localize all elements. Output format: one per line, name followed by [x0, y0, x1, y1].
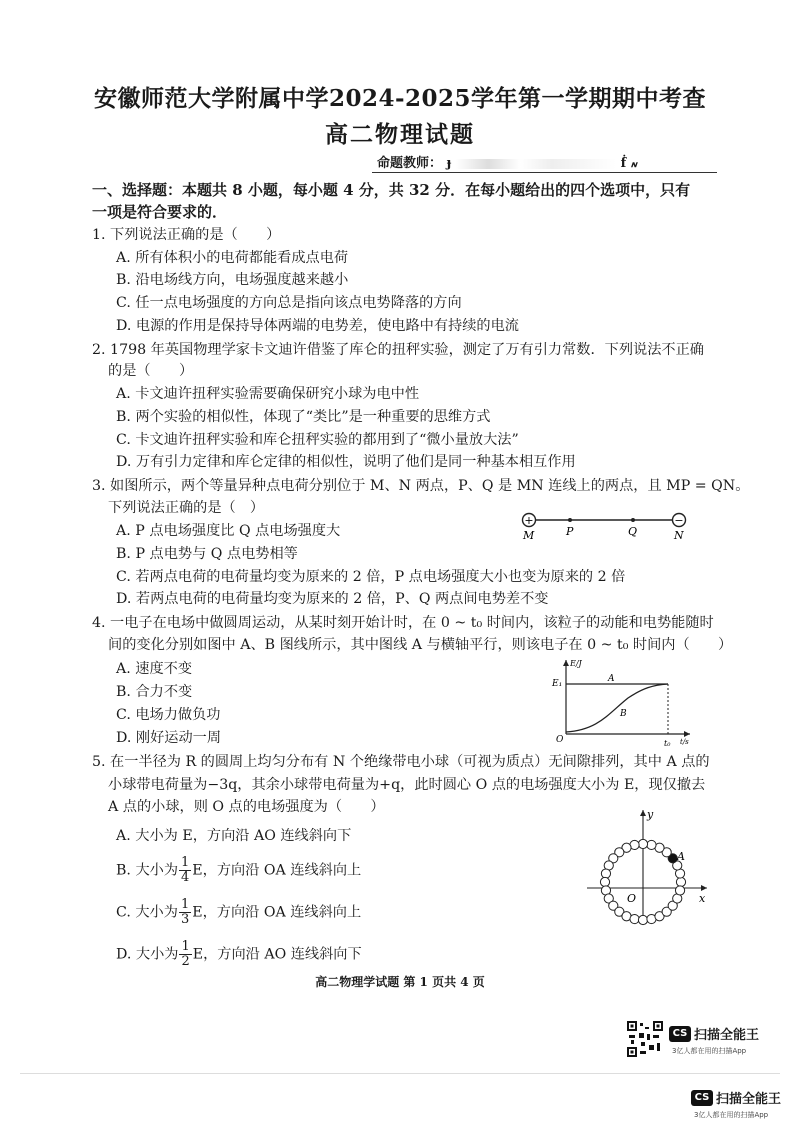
q3-option-c: C. 若两点电荷的电荷量均变为原来的 2 倍，P 点电场强度大小也变为原来的 2 倍: [116, 569, 626, 585]
denominator: 2: [181, 954, 190, 969]
x-axis-label: t/s: [680, 738, 689, 746]
label-m: M: [523, 529, 535, 542]
numerator: 1: [180, 897, 190, 912]
q5-option-d-prefix: D. 大小为: [116, 946, 179, 963]
fraction-one-quarter: [179, 856, 191, 885]
label-b: B: [620, 709, 627, 719]
teacher-label: 命题教师：: [377, 156, 443, 171]
ring-ball: [601, 869, 610, 878]
origin-label: O: [627, 892, 637, 905]
section-heading-line1: 一、选择题：本题共 8 小题，每小题 4 分，共 32 分．在每小题给出的四个选项中，只有: [92, 181, 691, 199]
q5-option-d-suffix: E，方向沿 AO 连线斜向下: [192, 946, 362, 963]
camscanner-logo-icon: CS: [669, 1026, 691, 1042]
q5-option-c-prefix: C. 大小为: [116, 904, 178, 921]
teacher-name-mid: ḟ: [620, 156, 627, 171]
y-label: y: [647, 808, 654, 821]
q2-stem-line1: 2. 1798 年英国物理学家卡文迪许借鉴了库仑的扭秤实验，测定了万有引力常数．下列说法不正确: [92, 342, 704, 358]
q5-ring-figure: [583, 806, 713, 926]
q5-option-c: [116, 898, 361, 927]
q3-charges-figure: [515, 508, 695, 542]
x-label: x: [699, 892, 706, 905]
q4-energy-graph: [548, 656, 698, 748]
label-a: A: [608, 674, 615, 684]
q3-option-b: B. P 点电势与 Q 点电势相等: [116, 546, 298, 562]
q5-option-b-suffix: E，方向沿 OA 连线斜向上: [192, 862, 362, 879]
q3-stem-line2: 下列说法正确的是（ ）: [108, 500, 265, 516]
ring-ball: [638, 915, 647, 924]
q1-stem: 1. 下列说法正确的是（ ）: [92, 227, 281, 243]
teacher-name-end: ៷: [630, 156, 639, 171]
q5-stem-line2: 小球带电荷量为−3q，其余小球带电荷量为+q，此时圆心 O 点的电场强度大小为 E，现仅撤去: [108, 777, 706, 793]
point-a-label: A: [677, 850, 685, 863]
x-axis-arrow-icon: [684, 731, 690, 737]
ring-ball: [647, 840, 656, 849]
qr-code-icon: [627, 1021, 663, 1057]
q5-stem-line1: 5. 在一半径为 R 的圆周上均匀分布有 N 个绝缘带电小球（可视为质点）无间隙排列，其中 A 点的: [92, 754, 710, 770]
q4-option-c: C. 电场力做负功: [116, 707, 221, 723]
q3-stem-line1: 3. 如图所示，两个等量异种点电荷分别位于 M、N 两点，P、Q 是 MN 连线上的两点，且 MP = QN。: [92, 478, 750, 494]
e1-label: E₁: [552, 679, 563, 689]
q1-option-a: A. 所有体积小的电荷都能看成点电荷: [116, 250, 349, 266]
denominator: 4: [181, 870, 190, 885]
q5-option-a: A. 大小为 E，方向沿 AO 连线斜向下: [116, 828, 352, 844]
ring-ball: [638, 839, 647, 848]
camscanner-name: 扫描全能王: [694, 1028, 760, 1043]
label-q: Q: [628, 525, 638, 538]
numerator: 1: [181, 855, 190, 870]
redacted-name: [456, 159, 616, 169]
q4-option-d: D. 刚好运动一周: [116, 730, 222, 746]
q3-option-a: A. P 点电场强度比 Q 点电场强度大: [116, 523, 341, 539]
ring-ball: [600, 877, 609, 886]
q5-option-b: [116, 856, 361, 885]
q1-option-d: D. 电源的作用是保持导体两端的电势差，使电路中有持续的电流: [116, 318, 519, 334]
plus-sign: +: [524, 514, 534, 527]
camscanner-name-2: 扫描全能王: [716, 1092, 782, 1107]
label-p: P: [566, 525, 574, 538]
camscanner-slogan: 3亿人都在用的扫描App: [672, 1047, 747, 1055]
x-axis-arrow-icon: [701, 885, 707, 891]
q2-option-b: B. 两个实验的相似性，体现了“类比”是一种重要的思维方式: [116, 409, 491, 425]
q3-option-d: D. 若两点电荷的电荷量均变为原来的 2 倍，P、Q 两点间电势差不变: [116, 591, 549, 607]
q5-option-b-prefix: B. 大小为: [116, 862, 179, 879]
origin-label: O: [556, 735, 564, 745]
t0-label: t₀: [664, 739, 671, 748]
camscanner-slogan-2: 3亿人都在用的扫描App: [694, 1111, 769, 1119]
q5-stem-line3: A 点的小球，则 O 点的电场强度为（ ）: [108, 799, 385, 815]
q2-option-c: C. 卡文迪许扭秤实验和库仑扭秤实验的都用到了“微小量放大法”: [116, 432, 519, 448]
q4-stem-line1: 4. 一电子在电场中做圆周运动，从某时刻开始计时，在 0 ~ t₀ 时间内，该粒子的动能和电势能随时: [92, 615, 714, 631]
teacher-underline: [372, 172, 717, 173]
section-heading-line2: 一项是符合要求的．: [92, 203, 228, 221]
curve-b: [566, 684, 668, 732]
ring-ball: [676, 877, 685, 886]
page-footer: 高二物理学试题 第 1 页共 4 页: [315, 975, 485, 989]
q5-option-d: [116, 940, 362, 969]
fraction-one-half: [179, 940, 191, 969]
exam-subtitle: 高二物理试题: [325, 121, 475, 148]
y-axis-arrow-icon: [563, 660, 569, 666]
ring-ball: [675, 886, 684, 895]
bottom-separator: [20, 1073, 780, 1074]
point-p-dot: [568, 518, 572, 522]
q4-option-a: A. 速度不变: [116, 661, 193, 677]
y-axis-arrow-icon: [640, 810, 646, 816]
q1-option-c: C. 任一点电场强度的方向总是指向该点电势降落的方向: [116, 295, 462, 311]
fraction-one-third: [179, 898, 191, 927]
q4-stem-line2: 间的变化分别如图中 A、B 图线所示，其中图线 A 与横轴平行，则该电子在 0 ~ t₀ 时间内（ ）: [108, 637, 733, 653]
teacher-line: [377, 152, 638, 171]
label-n: N: [674, 529, 684, 542]
ring-ball: [630, 914, 639, 923]
exam-title: 安徽师范大学附属中学2024-2025学年第一学期期中考查: [93, 85, 707, 112]
minus-sign: −: [674, 514, 684, 527]
denominator: 3: [180, 912, 190, 927]
camscanner-logo-icon-2: CS: [691, 1090, 713, 1106]
point-q-dot: [631, 518, 635, 522]
q5-option-c-suffix: E，方向沿 OA 连线斜向上: [192, 904, 362, 921]
teacher-name-start: ɟ: [446, 156, 452, 171]
q2-stem-line2: 的是（ ）: [108, 363, 194, 379]
numerator: 1: [181, 939, 190, 954]
y-axis-label: E/J: [570, 659, 582, 668]
q1-option-b: B. 沿电场线方向，电场强度越来越小: [116, 272, 349, 288]
q2-option-a: A. 卡文迪许扭秤实验需要确保研究小球为电中性: [116, 386, 420, 402]
q2-option-d: D. 万有引力定律和库仑定律的相似性，说明了他们是同一种基本相互作用: [116, 454, 576, 470]
q4-option-b: B. 合力不变: [116, 684, 193, 700]
